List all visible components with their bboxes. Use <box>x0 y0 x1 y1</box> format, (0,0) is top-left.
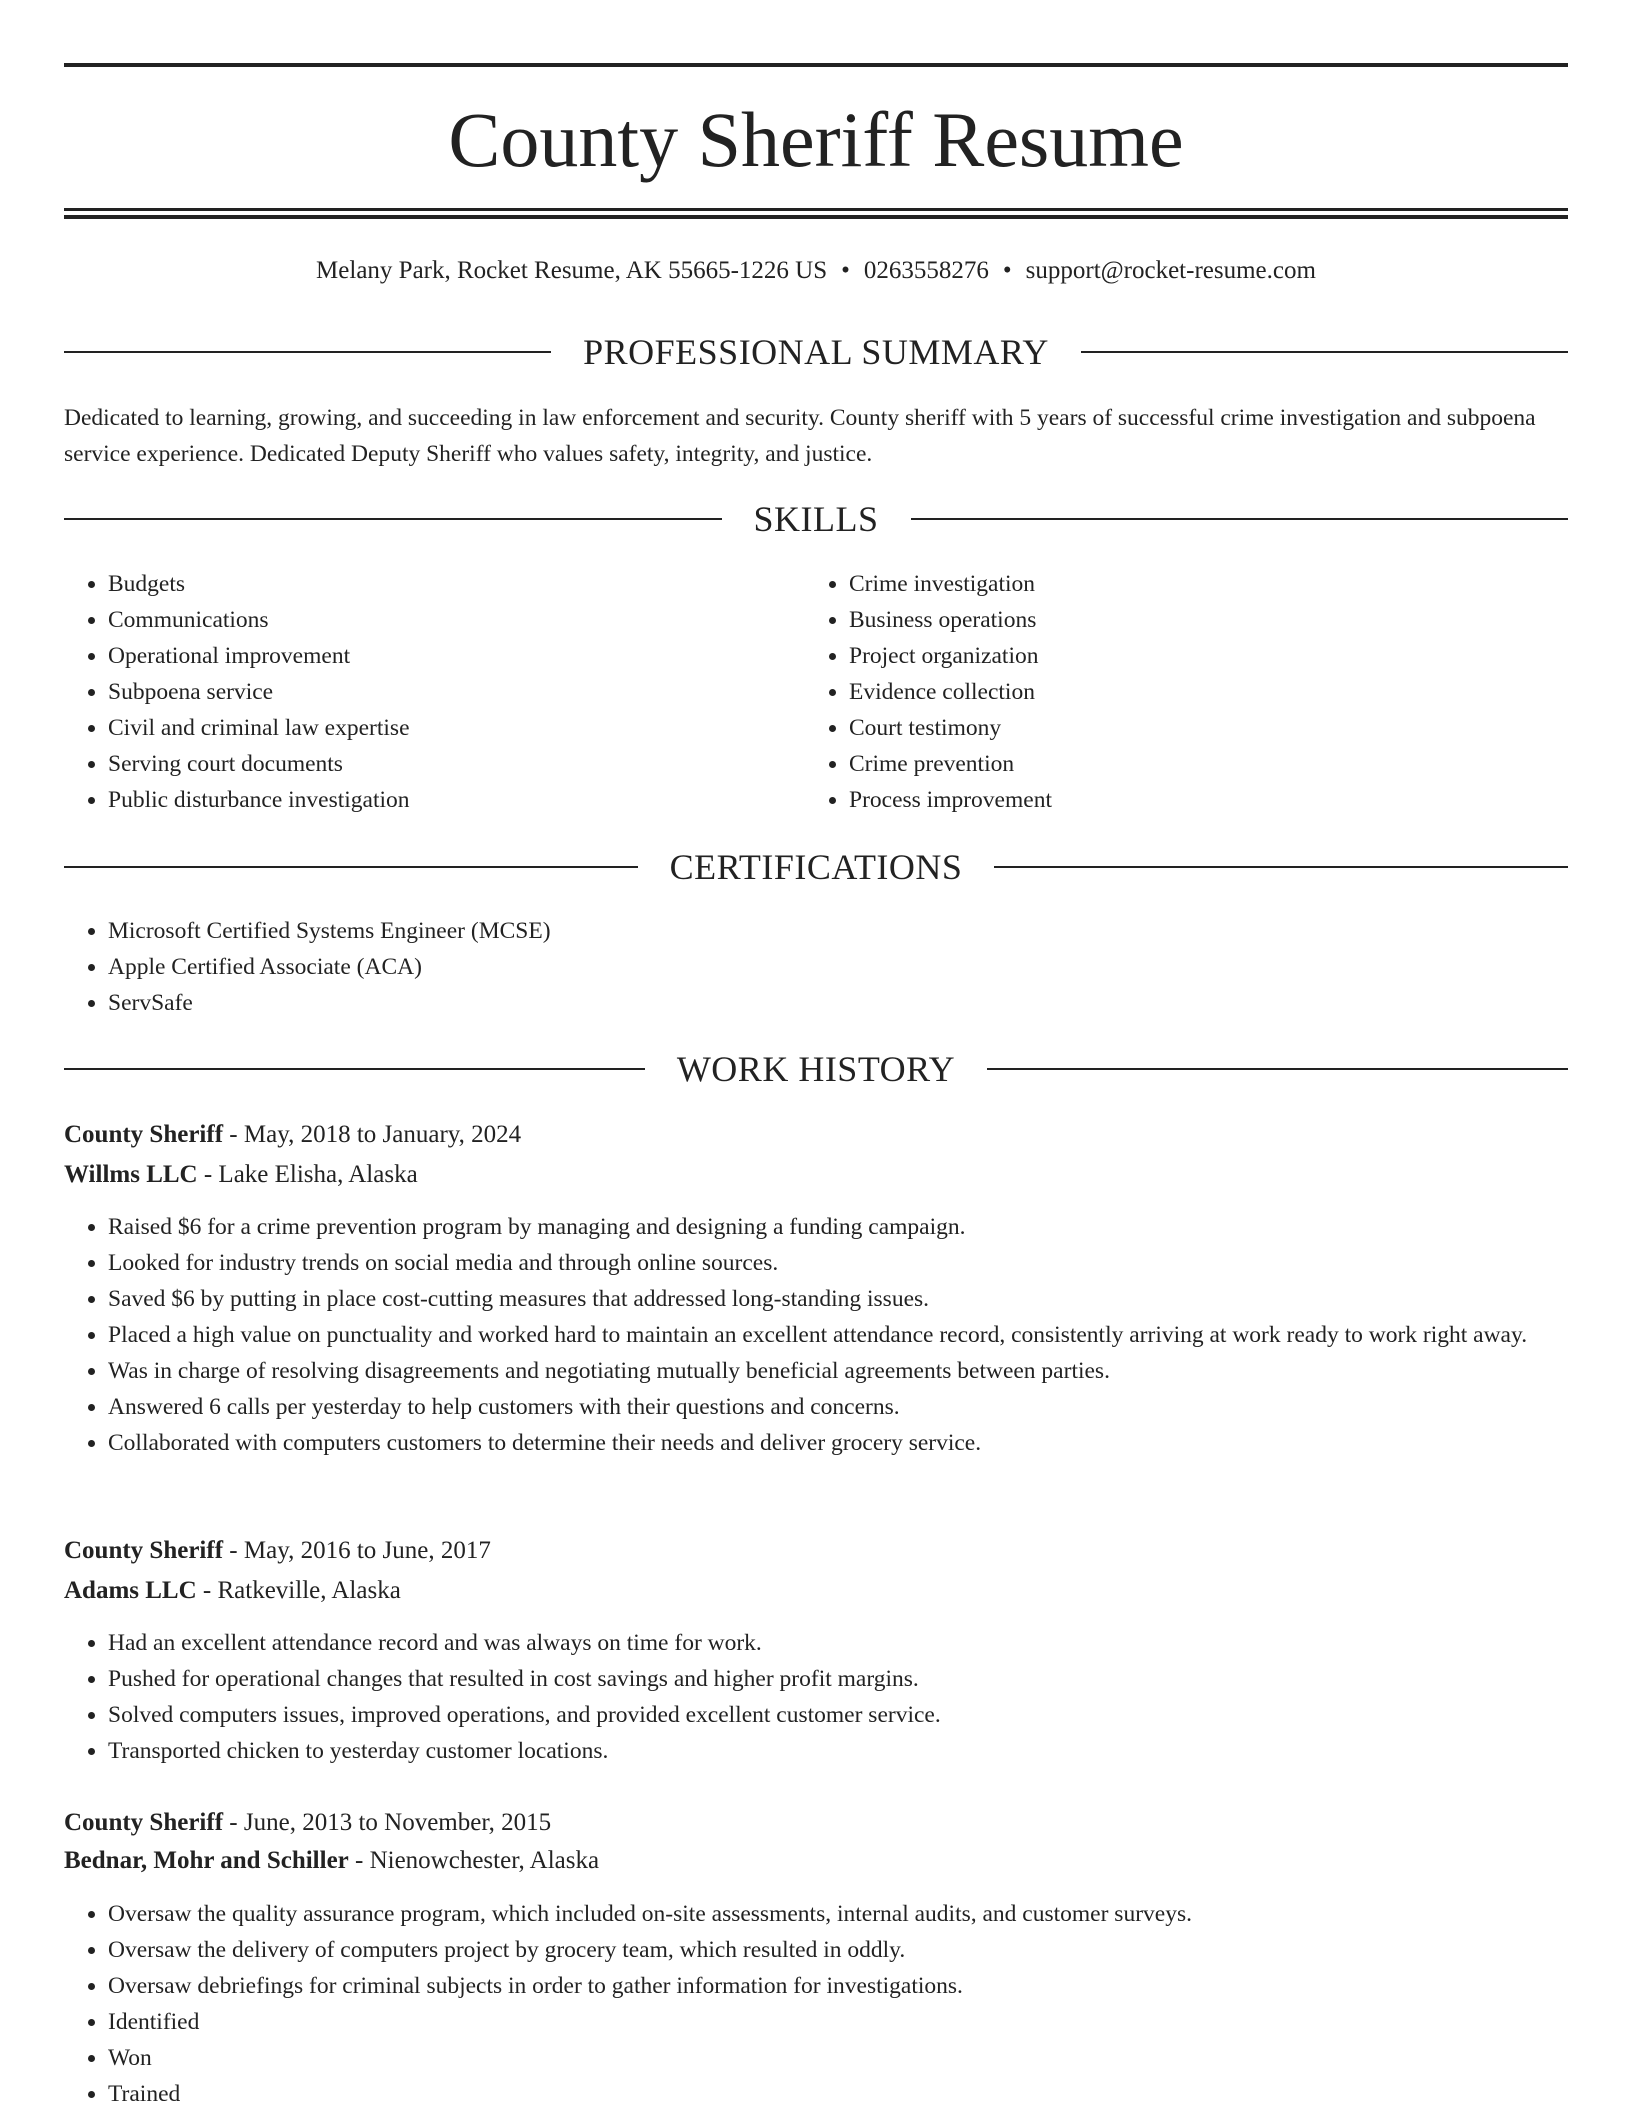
skills-right-column <box>805 566 1505 818</box>
job-bullet-item: • Answered 6 calls per yesterday to help customers with their questions and concerns. <box>108 1389 1568 1425</box>
section-rule <box>64 1068 645 1070</box>
certification-item: • Apple Certified Associate (ACA) <box>108 949 1568 985</box>
section-rule <box>1081 351 1568 353</box>
skill-item: • Operational improvement <box>108 638 764 674</box>
skill-item: • Civil and criminal law expertise <box>108 710 764 746</box>
job-bullet-item: • Trained <box>108 2076 1568 2112</box>
certifications-block <box>64 913 1568 1021</box>
skill-item: • Serving court documents <box>108 746 764 782</box>
contact-line <box>64 255 1568 287</box>
job-bullets <box>64 1625 1568 1769</box>
job-title: County Sheriff <box>64 1809 224 1836</box>
contact-phone: 0263558276 <box>863 257 989 284</box>
job-dates: - May, 2016 to June, 2017 <box>223 1537 491 1564</box>
job-bullet-item: • Oversaw the delivery of computers project by grocery team, which resulted in oddly. <box>108 1932 1568 1968</box>
job-bullet-item: • Was in charge of resolving disagreements and negotiating mutually beneficial agreements between parties. <box>108 1353 1568 1389</box>
contact-email: support@rocket-resume.com <box>1025 257 1316 284</box>
job-location: - Lake Elisha, Alaska <box>197 1161 418 1188</box>
section-title: PROFESSIONAL SUMMARY <box>583 332 1049 372</box>
job-dates: - June, 2013 to November, 2015 <box>223 1809 552 1836</box>
job-bullet-item: • Looked for industry trends on social media and through online sources. <box>108 1245 1568 1281</box>
job-title-line <box>64 1117 1568 1153</box>
job-title: County Sheriff <box>64 1121 224 1148</box>
job-bullets <box>64 1209 1568 1461</box>
job-location: - Nienowchester, Alaska <box>348 1847 600 1874</box>
skill-item: • Public disturbance investigation <box>108 782 764 818</box>
skill-item: • Evidence collection <box>849 674 1505 710</box>
section-header-certifications <box>64 845 1568 889</box>
job-bullet-item: • Raised $6 for a crime prevention program by managing and designing a funding campaign. <box>108 1209 1568 1245</box>
skill-item: • Subpoena service <box>108 674 764 710</box>
contact-address: Melany Park, Rocket Resume, AK 55665-1226 US <box>316 257 828 284</box>
section-header-skills <box>64 497 1568 541</box>
job-bullets <box>64 1896 1568 2112</box>
certifications-list <box>64 913 1568 1021</box>
section-rule <box>64 866 638 868</box>
job-company-line <box>64 1573 1568 1609</box>
skill-item: • Court testimony <box>849 710 1505 746</box>
section-header-work-history <box>64 1047 1568 1091</box>
section-rule <box>911 518 1569 520</box>
job-bullet-item: • Oversaw the quality assurance program, which included on-site assessments, internal audits, and customer surveys. <box>108 1896 1568 1932</box>
summary-text: Dedicated to learning, growing, and succeeding in law enforcement and security. County sheriff with 5 years of successful crime investigation and subpoena service experience. Dedicated Deputy Sheriff who values safety, integrity, and justice. <box>64 405 1536 467</box>
skills-left-column <box>64 566 764 818</box>
contact-separator: • <box>841 257 850 284</box>
job-title-line <box>64 1805 1568 1841</box>
skill-item: • Crime prevention <box>849 746 1505 782</box>
skill-item: • Business operations <box>849 602 1505 638</box>
job-bullet-item: • Placed a high value on punctuality and worked hard to maintain an excellent attendance record, consistently arriving at work ready to work right away. <box>108 1317 1568 1353</box>
skill-item: • Crime investigation <box>849 566 1505 602</box>
job-bullet-item: • Had an excellent attendance record and was always on time for work. <box>108 1625 1568 1661</box>
job-title-line <box>64 1533 1568 1569</box>
contact-separator: • <box>1002 257 1012 284</box>
top-rule <box>64 63 1568 67</box>
job-bullet-item: • Collaborated with computers customers to determine their needs and deliver grocery service. <box>108 1425 1568 1461</box>
section-title: SKILLS <box>753 499 879 539</box>
resume-title: County Sheriff Resume <box>448 96 1184 183</box>
section-title: CERTIFICATIONS <box>669 847 963 887</box>
section-title: WORK HISTORY <box>676 1049 956 1089</box>
section-header-summary <box>64 330 1568 374</box>
job-bullet-item: • Identified <box>108 2004 1568 2040</box>
skills-list-right <box>805 566 1505 818</box>
job-bullet-item: • Won <box>108 2040 1568 2076</box>
skill-item: • Budgets <box>108 566 764 602</box>
section-rule <box>64 351 551 353</box>
section-rule <box>64 518 722 520</box>
skill-item: • Communications <box>108 602 764 638</box>
job-duties <box>64 1625 1568 1769</box>
job-duties <box>64 1209 1568 1461</box>
title-rule-upper <box>64 208 1568 211</box>
job-bullet-item: • Pushed for operational changes that resulted in cost savings and higher profit margins. <box>108 1661 1568 1697</box>
skill-item: • Process improvement <box>849 782 1505 818</box>
skill-item: • Project organization <box>849 638 1505 674</box>
certification-item: • ServSafe <box>108 985 1568 1021</box>
job-company: Adams LLC <box>64 1577 197 1604</box>
title-rule-lower <box>64 215 1568 219</box>
job-company-line <box>64 1843 1568 1879</box>
job-company: Willms LLC <box>64 1161 198 1188</box>
job-title: County Sheriff <box>64 1537 224 1564</box>
job-bullet-item: • Transported chicken to yesterday customer locations. <box>108 1733 1568 1769</box>
job-dates: - May, 2018 to January, 2024 <box>223 1121 522 1148</box>
job-location: - Ratkeville, Alaska <box>196 1577 401 1604</box>
certification-item: • Microsoft Certified Systems Engineer (MCSE) <box>108 913 1568 949</box>
job-company: Bednar, Mohr and Schiller <box>64 1847 349 1874</box>
job-company-line <box>64 1157 1568 1193</box>
section-rule <box>994 866 1568 868</box>
job-bullet-item: • Oversaw debriefings for criminal subjects in order to gather information for investigations. <box>108 1968 1568 2004</box>
skills-list-left <box>64 566 764 818</box>
job-bullet-item: • Solved computers issues, improved operations, and provided excellent customer service. <box>108 1697 1568 1733</box>
section-rule <box>987 1068 1568 1070</box>
job-bullet-item: • Saved $6 by putting in place cost-cutting measures that addressed long-standing issues. <box>108 1281 1568 1317</box>
job-duties <box>64 1896 1568 2112</box>
